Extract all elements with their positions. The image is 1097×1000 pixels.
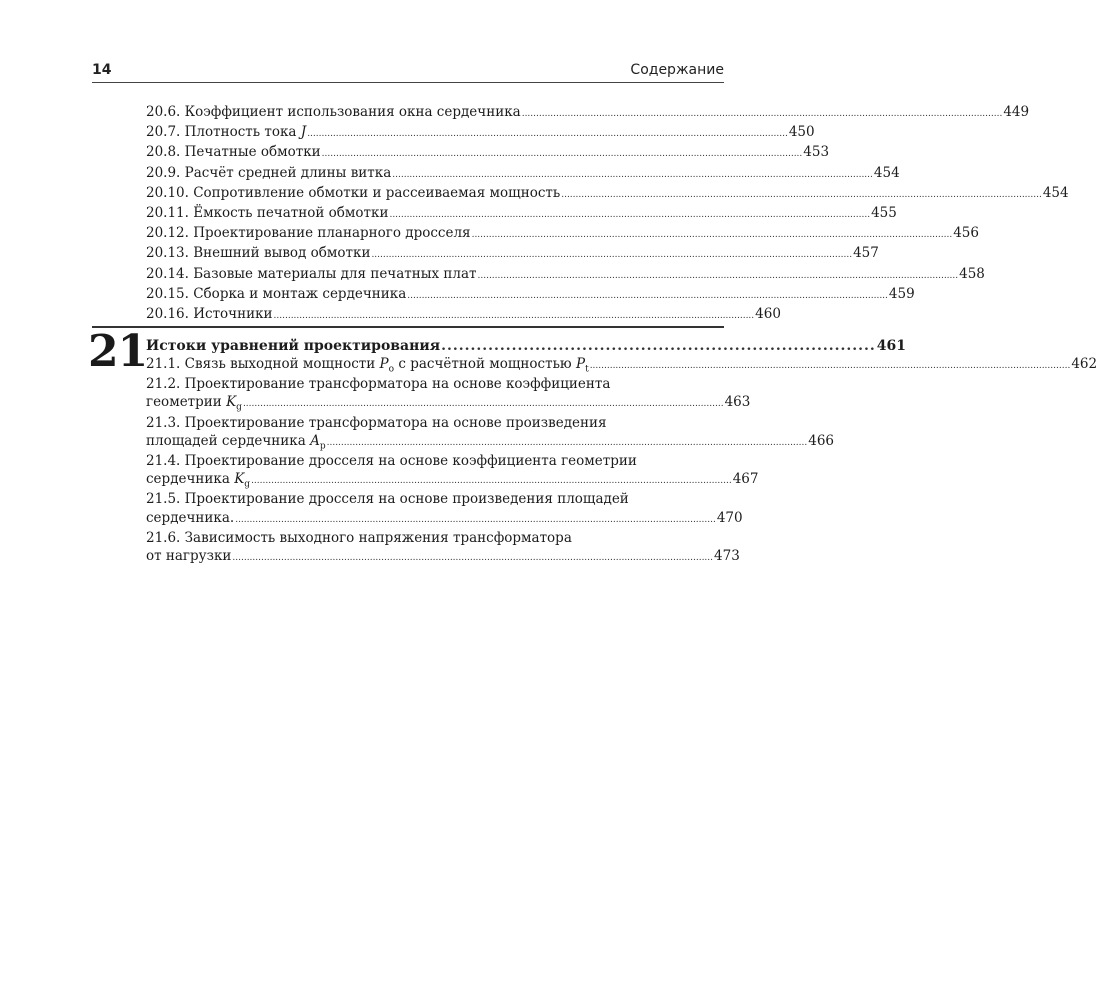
math-variable: J — [300, 124, 307, 141]
dot-leader: ........................................................................................................................................................................ — [232, 553, 714, 564]
dot-leader: ........................................................................................................................................................................ — [326, 437, 808, 448]
dot-leader: ........................................................................................................................................................................ — [235, 514, 716, 525]
math-subscript: o — [388, 364, 395, 375]
toc-entry-page: 456 — [953, 225, 979, 242]
toc-entry-page: 460 — [755, 306, 781, 323]
math-variable: A — [310, 432, 320, 449]
toc-entry-page: 457 — [853, 245, 879, 262]
toc-entry-page: 463 — [724, 394, 751, 411]
toc-entry[interactable] — [146, 204, 897, 224]
toc-entry-title: 21.1. Связь выходной мощности $P_o$ с расчётной мощностью $P_t$ — [146, 356, 589, 375]
running-header — [92, 62, 724, 82]
math-subscript: t — [585, 364, 589, 375]
toc-entry-title: 20.11. Ёмкость печатной обмотки — [146, 205, 389, 222]
toc-entry[interactable] — [146, 164, 900, 184]
toc-entry-title: 21.2. Проектирование трансформатора на основе коэффициента — [146, 376, 611, 393]
dot-leader: ........................................................................................................................................................................ — [521, 109, 1003, 119]
dot-leader: ........................................................................................................................................................................ — [371, 250, 853, 261]
toc-entry[interactable] — [146, 244, 879, 264]
toc-entry-title-continued: геометрии $K_g$ — [146, 394, 242, 414]
toc-entry-title: 20.13. Внешний вывод обмотки — [146, 245, 371, 262]
toc-entry-title: 21.4. Проектирование дросселя на основе коэффициента геометрии — [146, 453, 637, 470]
chapter-21-entries — [146, 337, 1097, 567]
chapter-title-page: 461 — [876, 338, 906, 354]
toc-entry[interactable] — [146, 103, 1030, 123]
chapter-title: Истоки уравнений проектирования — [146, 338, 441, 354]
toc-entry-title: 20.10. Сопротивление обмотки и рассеиваемая мощность — [146, 184, 561, 201]
toc-entry-page: 450 — [788, 124, 815, 141]
toc-entry-title: 21.6. Зависимость выходного напряжения трансформатора — [146, 529, 572, 546]
math-variable: P — [575, 356, 586, 372]
toc-entry-title: 21.3. Проектирование трансформатора на основе произведения — [146, 414, 607, 431]
dot-leader: ........................................................................................................................................................................ — [242, 399, 724, 410]
math-variable: P — [379, 356, 389, 372]
page-number: 14 — [92, 62, 112, 78]
toc-entry-page: 458 — [959, 265, 985, 282]
toc-entry[interactable] — [146, 285, 915, 305]
running-section-title: Содержание — [630, 62, 724, 78]
toc-entry[interactable] — [146, 490, 743, 528]
math-subscript: g — [236, 403, 242, 414]
toc-entry-page: 473 — [714, 548, 740, 565]
toc-entry[interactable] — [146, 224, 979, 244]
chapter-divider-rule — [92, 326, 724, 328]
toc-entry[interactable] — [146, 414, 835, 452]
dot-leader: ........................................................................................................................................................................ — [307, 129, 788, 140]
header-rule — [92, 82, 724, 83]
dot-leader: ........................................................................................................................................................................ — [251, 476, 732, 487]
toc-entry-title-continued: сердечника $K_g$ — [146, 471, 251, 490]
toc-entry-page: 453 — [803, 144, 830, 161]
toc-entry[interactable] — [146, 452, 759, 490]
toc-entry-page: 467 — [732, 471, 759, 488]
toc-entry-title-continued: сердечника. — [146, 509, 235, 526]
toc-entry-page: 449 — [1003, 104, 1030, 120]
dot-leader: ........................................................................................................................................................................ — [589, 361, 1071, 371]
toc-entry-page: 466 — [808, 432, 835, 449]
toc-entry-title: 20.9. Расчёт средней длины витка — [146, 164, 392, 181]
toc-entry[interactable] — [146, 355, 1097, 375]
math-subscript: g — [244, 479, 251, 490]
toc-entry-title: 20.15. Сборка и монтаж сердечника — [146, 285, 407, 302]
toc-entry[interactable] — [146, 123, 815, 143]
toc-entry-page: 455 — [871, 205, 897, 222]
toc-entry-title: 20.8. Печатные обмотки — [146, 144, 321, 161]
dot-leader: ........................................................................................................................................................................ — [561, 189, 1042, 200]
toc-entry[interactable] — [146, 143, 830, 163]
toc-entry[interactable] — [146, 265, 985, 285]
toc-entry-page: 459 — [888, 285, 915, 302]
dot-leader: ........................................................................................................................................................................ — [407, 290, 888, 301]
dot-leader: ........................................................................................................................................................................ — [392, 169, 873, 180]
toc-entry-title: 20.14. Базовые материалы для печатных плат — [146, 265, 477, 282]
chapter-20-entries — [146, 103, 1069, 325]
toc-entry-title: 20.6. Коэффициент использования окна сердечника — [146, 104, 521, 120]
toc-entry-page: 470 — [716, 509, 743, 526]
toc-entry-page: 454 — [873, 164, 900, 181]
dot-leader: ........................................................................................................................................................................ — [273, 311, 755, 322]
toc-entry-title: 21.5. Проектирование дросселя на основе произведения площадей — [146, 491, 629, 508]
math-subscript: p — [319, 441, 326, 452]
toc-entry-title-continued: от нагрузки — [146, 548, 232, 565]
dot-leader: .......................................................................... — [441, 338, 876, 354]
dot-leader: ........................................................................................................................................................................ — [321, 149, 803, 160]
dot-leader: ........................................................................................................................................................................ — [471, 230, 953, 241]
toc-entry-page: 462 — [1071, 356, 1097, 372]
toc-entry-title: 20.16. Источники — [146, 306, 273, 323]
toc-entry-title: 20.7. Плотность тока J — [146, 124, 307, 141]
dot-leader: ........................................................................................................................................................................ — [477, 270, 959, 281]
chapter-number: 21 — [88, 326, 148, 377]
toc-entry-title: 20.12. Проектирование планарного дросселя — [146, 225, 471, 242]
math-variable: K — [226, 394, 237, 411]
toc-entry[interactable] — [146, 529, 740, 567]
toc-entry[interactable] — [146, 184, 1069, 204]
toc-entry[interactable] — [146, 305, 781, 325]
math-variable: K — [234, 471, 245, 488]
toc-entry-title-continued: площадей сердечника $A_p$ — [146, 432, 326, 452]
toc-entry[interactable] — [146, 375, 751, 414]
dot-leader: ........................................................................................................................................................................ — [389, 210, 871, 221]
chapter-title-entry[interactable] — [146, 337, 906, 355]
toc-entry-page: 454 — [1042, 184, 1069, 201]
